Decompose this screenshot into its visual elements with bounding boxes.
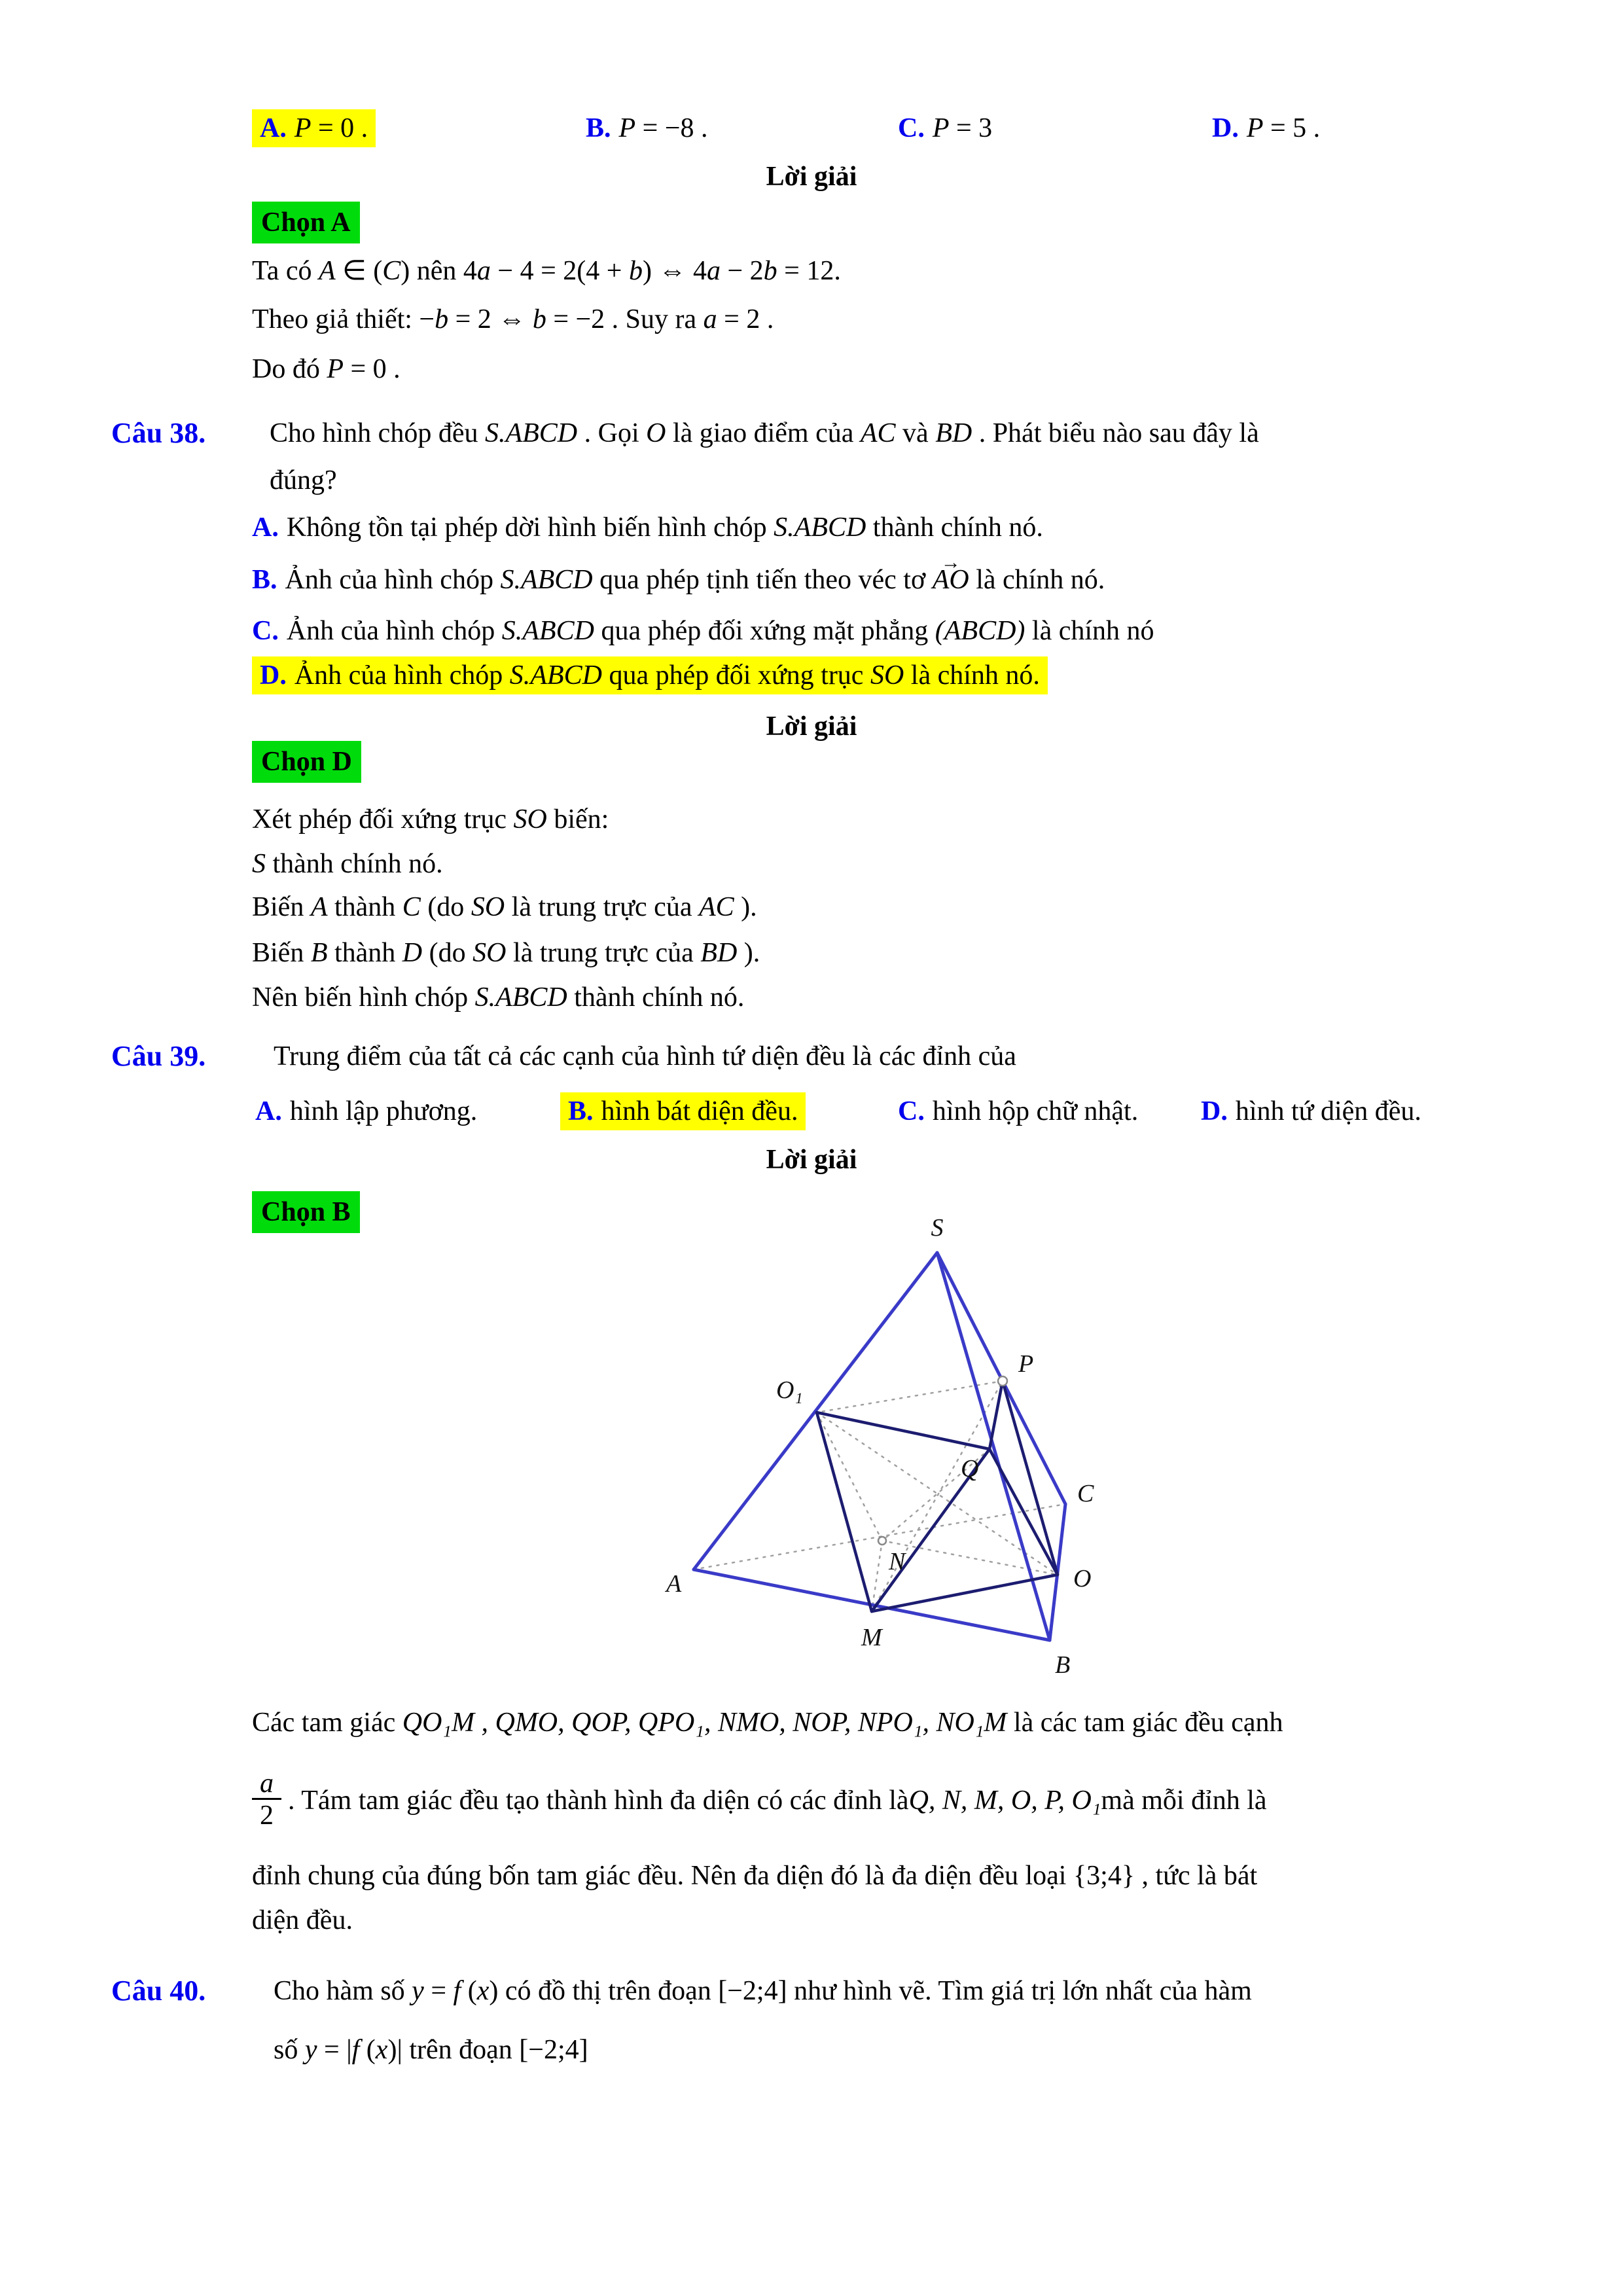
figure-label-q: Q (961, 1455, 979, 1482)
solution-line: Xét phép đối xứng trục SO biến: (252, 804, 609, 834)
option-letter: B. (586, 113, 611, 143)
chon-b-badge: Chọn B (252, 1191, 360, 1233)
option-text: P = 3 (932, 113, 993, 143)
solution-line: Ta có A ∈ (C) nên 4a − 4 = 2(4 + b) ⇔ 4a − 2b = 12. (252, 256, 841, 286)
solution-line: Theo giả thiết: −b = 2 ⇔ b = −2 . Suy ra a = 2 . (252, 304, 774, 334)
q39-para-line1: Các tam giác QO₁M , QMO, QOP, QPO₁, NMO, NOP, NPO₁, NO₁M là các tam giác đều cạnh (252, 1708, 1283, 1738)
q38-option-d (252, 660, 1048, 691)
point-markers (878, 1376, 1007, 1545)
figure-label-s: S (931, 1214, 944, 1242)
loigiai-heading-2: Lời giải (766, 711, 857, 742)
tetrahedron-octahedron-figure (641, 1198, 1099, 1695)
option-text: P = 0 . (294, 113, 368, 143)
question-39-text: Trung điểm của tất cả các cạnh của hình tứ diện đều là các đỉnh của (274, 1041, 1016, 1071)
figure-label-p: P (1018, 1350, 1034, 1378)
option-letter: C. (898, 113, 925, 143)
figure-label-b: B (1055, 1651, 1071, 1679)
q38-option-c: C. Ảnh của hình chóp S.ABCD qua phép đối xứng mặt phẳng (ABCD) là chính nó (252, 616, 1154, 646)
figure-label-m: M (861, 1624, 882, 1651)
answer-highlight-yellow: B. hình bát diện đều. (560, 1092, 806, 1130)
question-38-text-line1: Cho hình chóp đều S.ABCD . Gọi O là giao điểm của AC và BD . Phát biểu nào sau đây là (270, 418, 1259, 448)
option-text: P = 5 . (1246, 113, 1321, 143)
chon-a-badge: Chọn A (252, 202, 360, 243)
figure-label-c: C (1077, 1480, 1094, 1507)
solution-line: Do đó P = 0 . (252, 354, 401, 384)
figure-label-o: O (1073, 1565, 1092, 1592)
solution-line: Biến B thành D (do SO là trung trực của BD ). (252, 938, 760, 968)
q39-para-line3: đỉnh chung của đúng bốn tam giác đều. Nên đa diện đó là đa diện đều loại {3;4} , tức là bát (252, 1861, 1258, 1891)
chon-d-badge: Chọn D (252, 741, 361, 783)
loigiai-heading-3: Lời giải (766, 1145, 857, 1175)
tetrahedron-edges (694, 1253, 1065, 1640)
question-39-number: Câu 39. (111, 1040, 206, 1072)
figure-label-o1: O₁ (776, 1376, 803, 1404)
question-40-text-line2: số y = |f (x)| trên đoạn [−2;4] (274, 2035, 588, 2065)
figure-label-a: A (666, 1570, 682, 1598)
q39-para-line2: $\frac{a}{2}$ . Tám tam giác đều tạo thành hình đa diện có các đỉnh là Q, N, M, O, P, O₁ mà mỗi đỉnh là (252, 1759, 1267, 1842)
q38-option-a: A. Không tồn tại phép dời hình biến hình chóp S.ABCD thành chính nó. (252, 512, 1043, 543)
q39-option-a: A. hình lập phương. (255, 1096, 478, 1126)
q38-option-b: B. Ảnh của hình chóp S.ABCD qua phép tịnh tiến theo véc tơ → AO là chính nó. (252, 564, 1105, 596)
option-letter: D. (1212, 113, 1239, 143)
question-40-number: Câu 40. (111, 1975, 206, 2007)
q39-option-c: C. hình hộp chữ nhật. (898, 1096, 1139, 1126)
question-38-number: Câu 38. (111, 417, 206, 449)
loigiai-heading-1: Lời giải (766, 162, 857, 192)
option-text: P = −8 . (618, 113, 708, 143)
prev-option-d (1212, 113, 1320, 144)
solution-line: S thành chính nó. (252, 849, 443, 879)
answer-highlight-yellow (252, 109, 376, 147)
prev-option-a (252, 113, 376, 144)
q39-option-d: D. hình tứ diện đều. (1201, 1096, 1421, 1126)
prev-option-c (898, 113, 992, 144)
question-40-text-line1: Cho hàm số y = f (x) có đồ thị trên đoạn [−2;4] như hình vẽ. Tìm giá trị lớn nhất của hàm (274, 1976, 1252, 2006)
q39-para-line4: diện đều. (252, 1905, 353, 1935)
answer-highlight-yellow: D. Ảnh của hình chóp S.ABCD qua phép đối xứng trục SO là chính nó. (252, 656, 1048, 694)
option-letter: A. (260, 113, 287, 143)
question-38-text-line2: đúng? (270, 465, 337, 495)
figure-label-n: N (889, 1548, 906, 1575)
q39-option-b (560, 1096, 806, 1127)
prev-option-b (586, 113, 708, 144)
solution-line: Biến A thành C (do SO là trung trực của AC ). (252, 892, 757, 922)
solution-line: Nên biến hình chóp S.ABCD thành chính nó. (252, 982, 745, 1013)
